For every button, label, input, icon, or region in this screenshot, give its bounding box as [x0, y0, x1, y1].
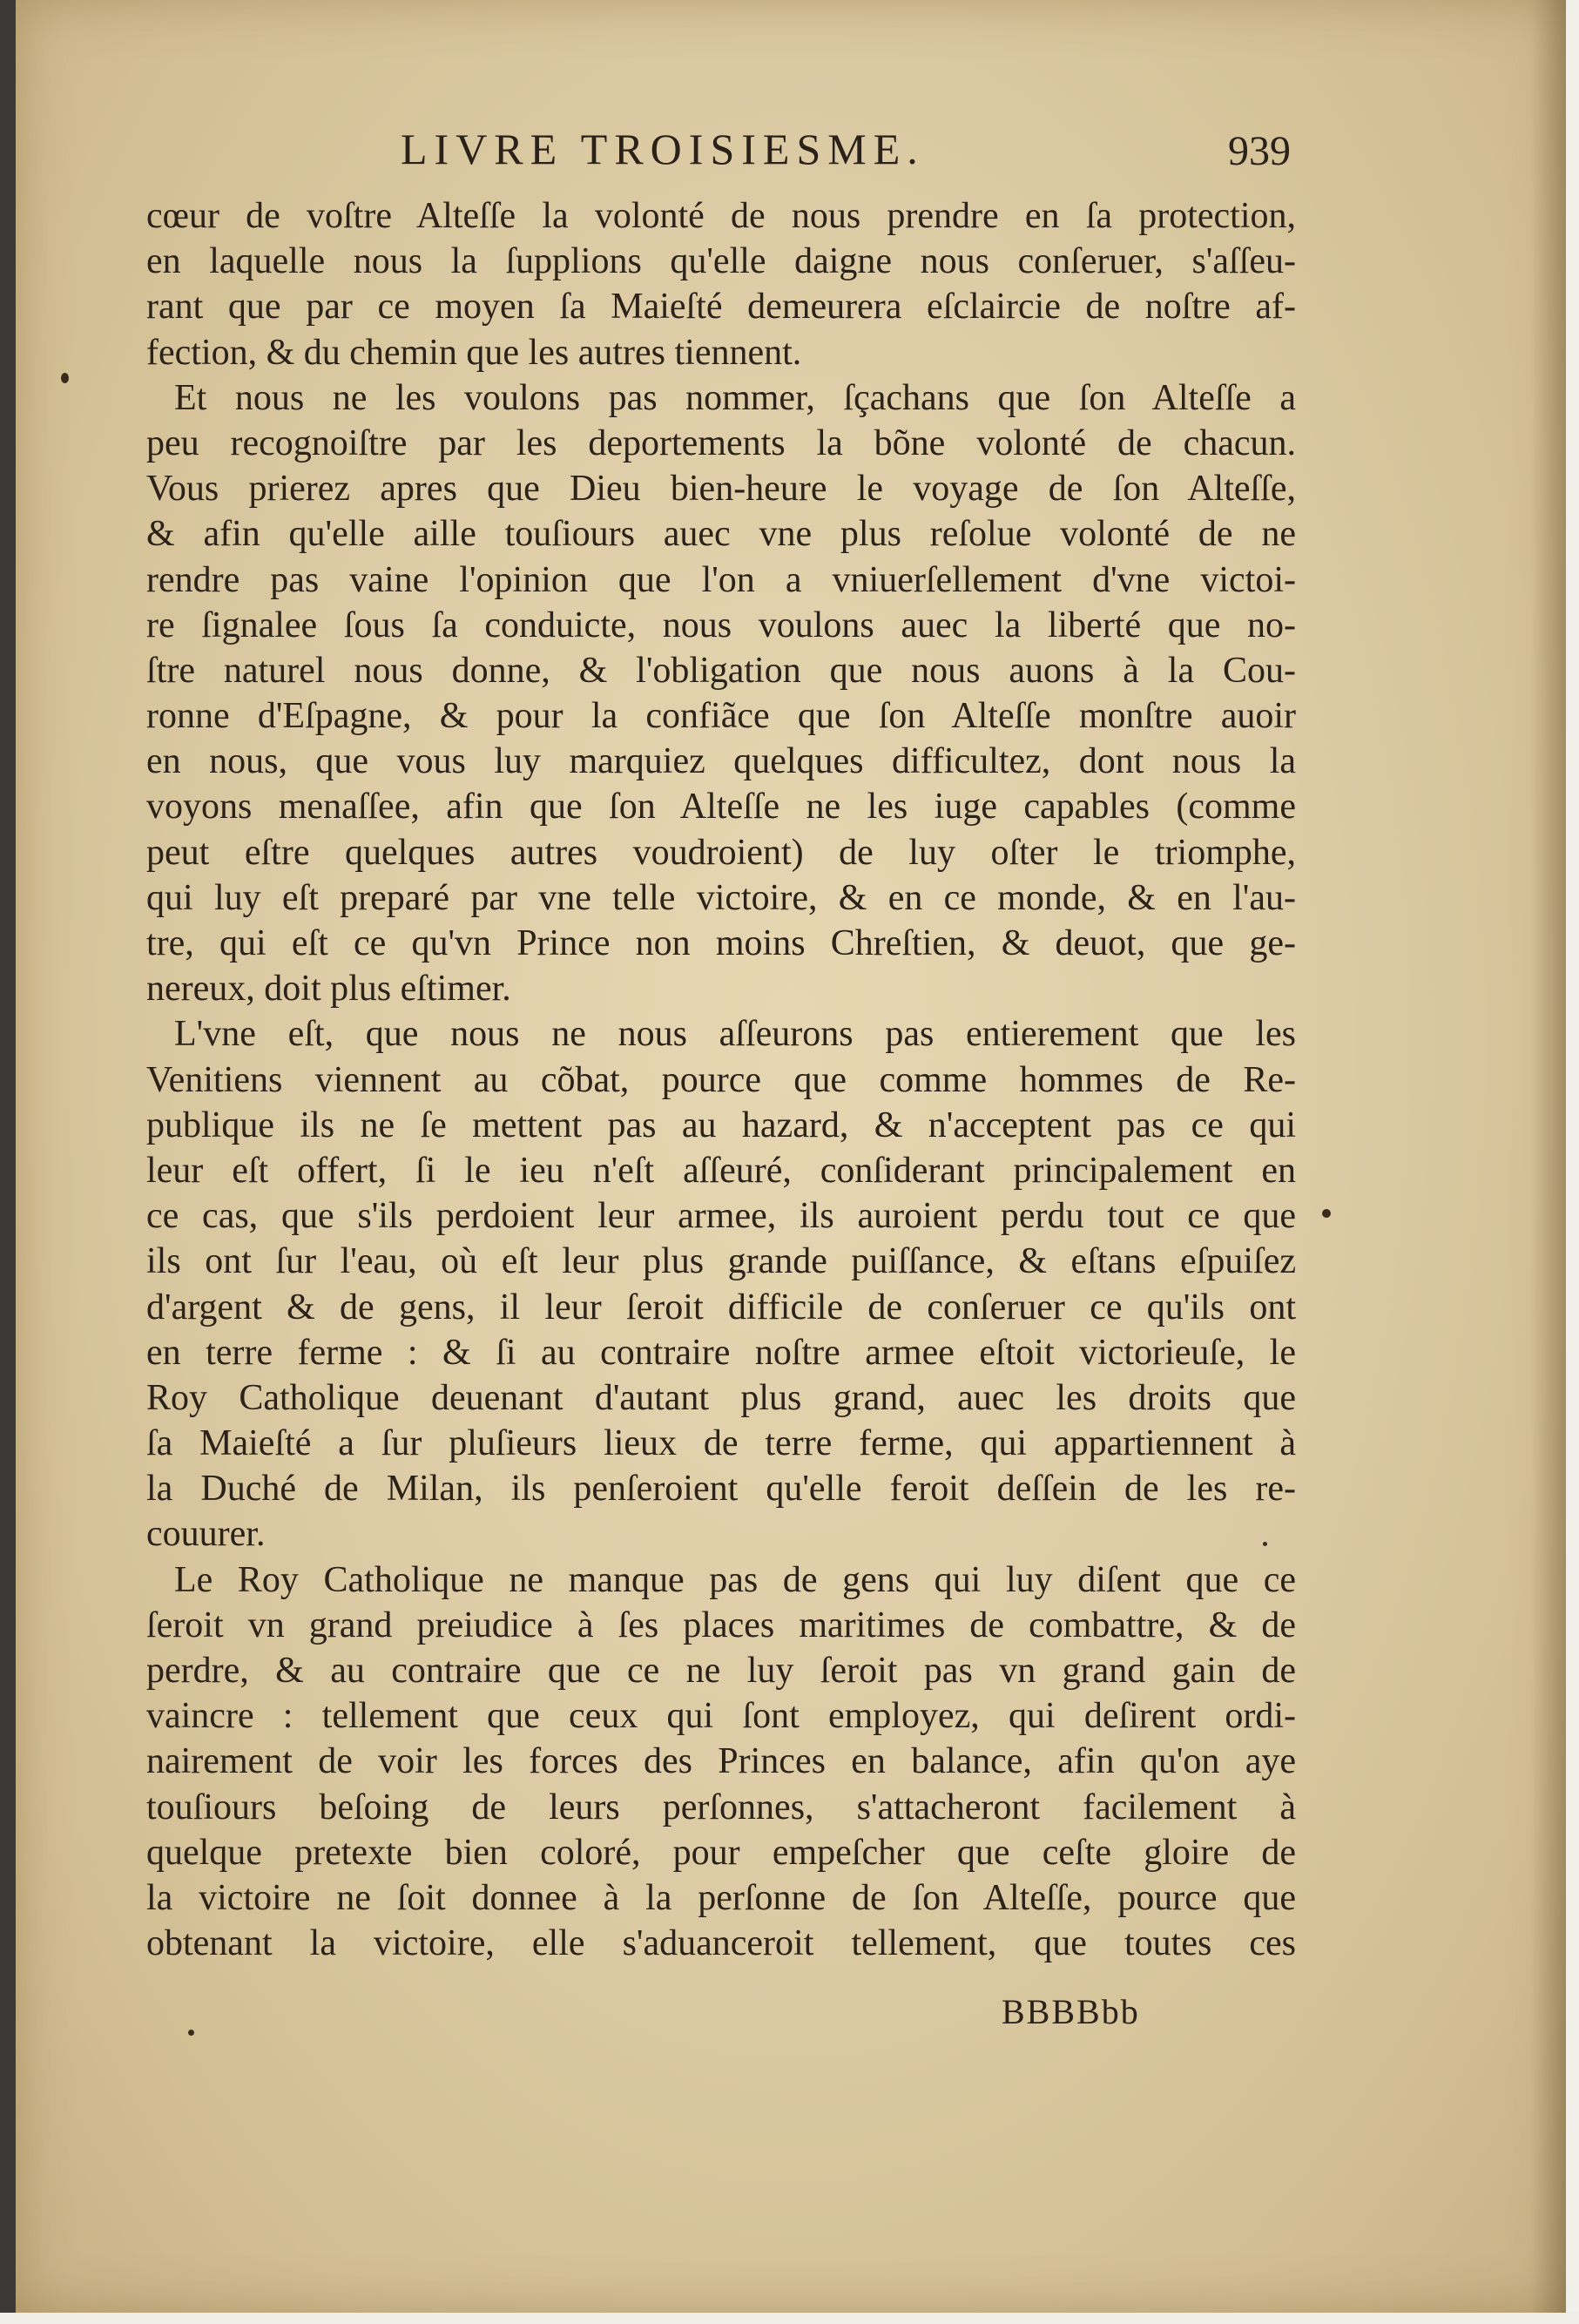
text-line: en nous, que vous luy marquiez quelques difficultez, dont nous la	[146, 741, 1296, 782]
text-line: peut eſtre quelques autres voudroient) de luy oſter le triomphe,	[146, 832, 1296, 873]
text-line: fection, & du chemin que les autres tiennent.	[146, 332, 802, 373]
text-line: ſa Maieſté a ſur pluſieurs lieux de terre ferme, qui appartiennent à	[146, 1423, 1296, 1464]
text-line: la Duché de Milan, ils penſeroient qu'elle feroit deſſein de les re-	[146, 1469, 1296, 1510]
text-line: ſeroit vn grand preiudice à ſes places maritimes de combattre, & de	[146, 1605, 1296, 1645]
scan-border-right	[1566, 0, 1579, 2324]
text-line: rendre pas vaine l'opinion que l'on a vniuerſellement d'vne victoi-	[146, 559, 1296, 600]
text-line: Le Roy Catholique ne manque pas de gens qui luy diſent que ce	[174, 1559, 1296, 1600]
text-line: rant que par ce moyen ſa Maieſté demeurera eſclaircie de noſtre af-	[146, 287, 1296, 328]
ink-speck	[188, 2030, 194, 2036]
text-line: touſiours beſoing de leurs perſonnes, s'attacheront facilement à	[146, 1787, 1296, 1827]
text-line: en terre ferme : & ſi au contraire noſtre armee eſtoit victorieuſe, le	[146, 1332, 1296, 1373]
text-line: Et nous ne les voulons pas nommer, ſçachans que ſon Alteſſe a	[174, 377, 1296, 418]
text-line: ronne d'Eſpagne, & pour la confiãce que ſon Alteſſe monſtre auoir	[146, 696, 1296, 737]
text-line: peu recognoiſtre par les deportements la bõne volonté de chacun.	[146, 422, 1296, 463]
text-line: L'vne eſt, que nous ne nous aſſeurons pas entierement que les	[174, 1014, 1296, 1055]
signature-mark: BBBBbb	[1002, 1992, 1140, 2031]
paragraph	[146, 1557, 1296, 1967]
paragraph	[146, 193, 1296, 375]
text-line: Vous prierez apres que Dieu bien-heure le voyage de ſon Alteſſe,	[146, 469, 1296, 510]
text-line: & afin qu'elle aille touſiours auec vne plus reſolue volonté de ne	[146, 514, 1296, 555]
text-line: voyons menaſſee, afin que ſon Alteſſe ne les iuge capables (comme	[146, 787, 1296, 828]
page-number: 939	[1228, 128, 1291, 174]
text-line: Roy Catholique deuenant d'autant plus grand, auec les droits que	[146, 1377, 1296, 1418]
text-line: perdre, & au contraire que ce ne luy ſeroit pas vn grand gain de	[146, 1651, 1296, 1691]
text-line: d'argent & de gens, il leur ſeroit difficile de conſeruer ce qu'ils ont	[146, 1287, 1296, 1328]
text-line: en laquelle nous la ſupplions qu'elle daigne nous conſeruer, s'aſſeu-	[146, 241, 1296, 282]
paragraph	[146, 375, 1296, 1012]
text-line: publique ils ne ſe mettent pas au hazard, & n'acceptent pas ce qui	[146, 1105, 1296, 1145]
ink-speck	[1322, 1209, 1331, 1218]
text-line: vaincre : tellement que ceux qui ſont employez, qui deſirent ordi-	[146, 1696, 1296, 1737]
text-line: cœur de voſtre Alteſſe la volonté de nous prendre en ſa protection,	[146, 196, 1296, 236]
running-head: LIVRE TROISIESME.	[401, 125, 925, 173]
text-line: qui luy eſt preparé par vne telle victoire, & en ce monde, & en l'au-	[146, 877, 1296, 918]
text-line: obtenant la victoire, elle s'aduanceroit tellement, que toutes ces	[146, 1923, 1296, 1964]
text-line: quelque pretexte bien coloré, pour empeſcher que ceſte gloire de	[146, 1832, 1296, 1873]
text-line: Venitiens viennent au cõbat, pource que comme hommes de Re-	[146, 1059, 1296, 1100]
text-line: ſtre naturel nous donne, & l'obligation que nous auons à la Cou-	[146, 650, 1296, 691]
text-line: ils ont ſur l'eau, où eſt leur plus grande puiſſance, & eſtans eſpuiſez	[146, 1241, 1296, 1282]
text-line: tre, qui eſt ce qu'vn Prince non moins Chreſtien, & deuot, que ge-	[146, 923, 1296, 963]
ink-speck	[61, 373, 69, 383]
text-line: leur eſt offert, ſi le ieu n'eſt aſſeuré, conſiderant principalement en	[146, 1150, 1296, 1191]
text-line: couurer.	[146, 1514, 266, 1555]
scan-border-bottom	[0, 2313, 1579, 2324]
text-line: re ſignalee ſous ſa conduicte, nous voulons auec la liberté que no-	[146, 605, 1296, 645]
paragraph	[146, 1011, 1296, 1557]
text-line: nereux, doit plus eſtimer.	[146, 969, 511, 1010]
text-line: nairement de voir les forces des Princes en balance, afin qu'on aye	[146, 1741, 1296, 1782]
body-text	[146, 193, 1296, 1966]
text-line: la victoire ne ſoit donnee à la perſonne de ſon Alteſſe, pource que	[146, 1877, 1296, 1918]
text-line: ce cas, que s'ils perdoient leur armee, ils auroient perdu tout ce que	[146, 1196, 1296, 1237]
